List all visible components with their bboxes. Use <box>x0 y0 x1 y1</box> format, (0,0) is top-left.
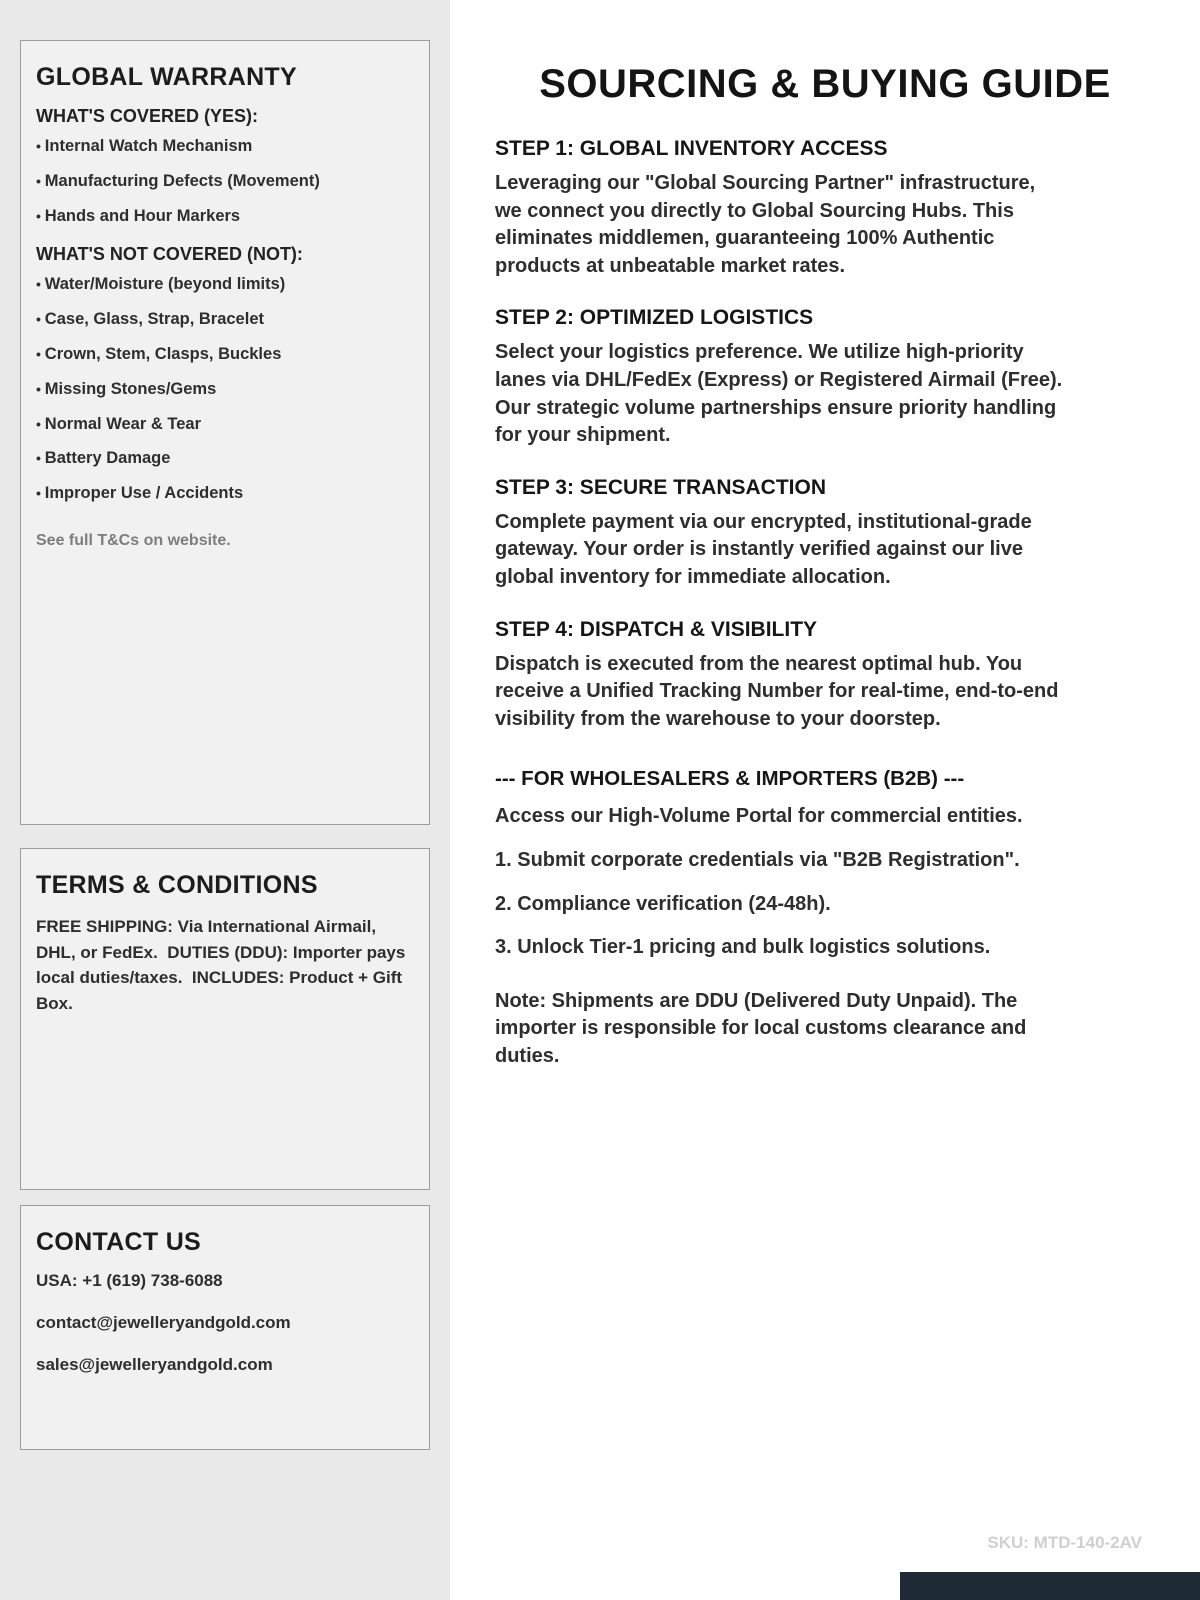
list-item: • Case, Glass, Strap, Bracelet <box>36 310 414 330</box>
step-2-body: Select your logistics preference. We utilize high-priority lanes via DHL/FedEx (Express) or Registered Airmail (Free). Our strategic volume partnerships ensure priority handling for your shipment. <box>495 341 1063 447</box>
b2b-note: Note: Shipments are DDU (Delivered Duty Unpaid). The importer is responsible for local customs clearance and duties. <box>495 989 1027 1067</box>
list-item: • Hands and Hour Markers <box>36 207 414 227</box>
step-3-heading: STEP 3: SECURE TRANSACTION <box>495 475 826 499</box>
b2b-intro: Access our High-Volume Portal for commercial entities. <box>495 805 1023 828</box>
warranty-footnote: See full T&Cs on website. <box>36 531 231 549</box>
terms-body: FREE SHIPPING: Via International Airmail, DHL, or FedEx. DUTIES (DDU): Importer pays local duties/taxes. INCLUDES: Product + Gift Box. <box>36 917 411 1013</box>
list-item: • Manufacturing Defects (Movement) <box>36 172 414 192</box>
list-item: • Internal Watch Mechanism <box>36 137 414 157</box>
step-2 <box>495 306 1065 449</box>
not-covered-heading: WHAT'S NOT COVERED (NOT): <box>36 244 303 265</box>
contact-section <box>20 1205 430 1450</box>
step-4-body: Dispatch is executed from the nearest optimal hub. You receive a Unified Tracking Number for real-time, end-to-end visibility from the warehouse to your doorstep. <box>495 652 1059 730</box>
step-4-heading: STEP 4: DISPATCH & VISIBILITY <box>495 617 818 641</box>
warranty-title: GLOBAL WARRANTY <box>36 63 297 91</box>
step-1-heading: STEP 1: GLOBAL INVENTORY ACCESS <box>495 137 888 160</box>
main-content-area <box>450 0 1200 1600</box>
covered-heading: WHAT'S COVERED (YES): <box>36 106 258 126</box>
step-2-heading: STEP 2: OPTIMIZED LOGISTICS <box>495 306 814 330</box>
contact-title: CONTACT US <box>36 1228 202 1256</box>
list-item: • Normal Wear & Tear <box>36 415 414 435</box>
step-4 <box>495 618 1065 734</box>
list-item: • Battery Damage <box>36 449 414 469</box>
contact-email-primary: contact@jewelleryandgold.com <box>36 1313 291 1332</box>
terms-title: TERMS & CONDITIONS <box>36 871 318 899</box>
list-item: • Improper Use / Accidents <box>36 484 414 504</box>
covered-list <box>36 137 414 226</box>
not-covered-list <box>36 275 414 504</box>
list-item: • Missing Stones/Gems <box>36 380 414 400</box>
sku-label: SKU: MTD-140-2AV <box>987 1533 1142 1552</box>
step-1 <box>495 137 1065 280</box>
warranty-section <box>20 40 430 825</box>
b2b-heading: --- FOR WHOLESALERS & IMPORTERS (B2B) --- <box>495 767 965 791</box>
sidebar <box>0 0 450 1600</box>
b2b-item-2: 2. Compliance verification (24-48h). <box>495 892 831 915</box>
page-title: SOURCING & BUYING GUIDE <box>539 62 1111 106</box>
b2b-item-3: 3. Unlock Tier-1 pricing and bulk logistics solutions. <box>495 936 991 959</box>
terms-section <box>20 848 430 1190</box>
bottom-bar <box>900 1572 1200 1600</box>
list-item: • Water/Moisture (beyond limits) <box>36 275 414 295</box>
step-3 <box>495 476 1065 592</box>
step-3-body: Complete payment via our encrypted, institutional-grade gateway. Your order is instantly verified against our live global inventory for immediate allocation. <box>495 510 1032 588</box>
contact-email-sales: sales@jewelleryandgold.com <box>36 1355 273 1374</box>
guide-content <box>495 137 1065 1070</box>
contact-phone: USA: +1 (619) 738-6088 <box>36 1271 223 1290</box>
list-item: • Crown, Stem, Clasps, Buckles <box>36 345 414 365</box>
b2b-item-1: 1. Submit corporate credentials via "B2B Registration". <box>495 848 1020 871</box>
step-1-body: Leveraging our "Global Sourcing Partner" infrastructure, we connect you directly to Global Sourcing Hubs. This eliminates middlemen, guaranteeing 100% Authentic products at unbeatable market rates. <box>495 172 1036 277</box>
